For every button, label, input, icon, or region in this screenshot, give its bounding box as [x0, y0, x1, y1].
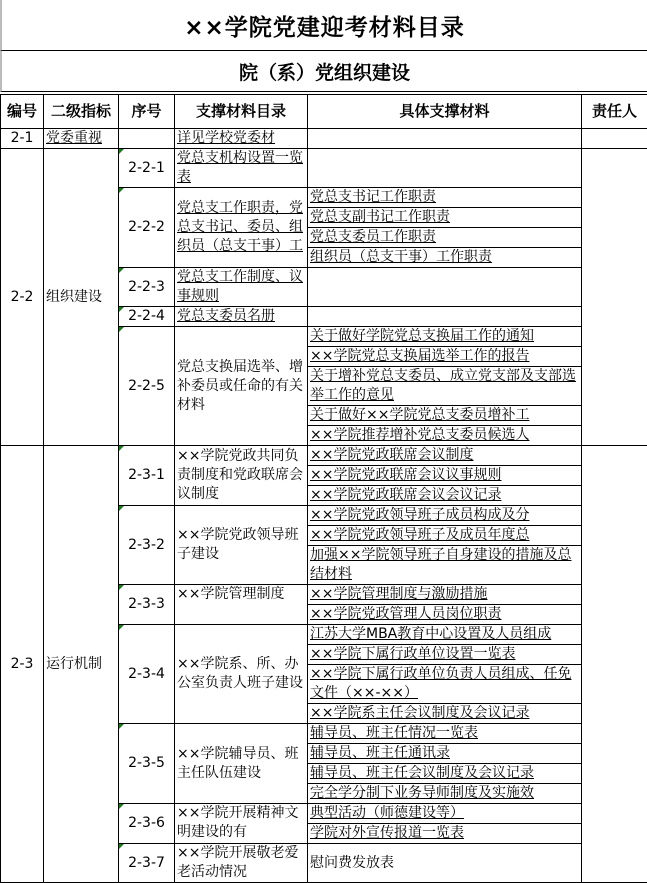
seq-cell-text: 2-2-3	[121, 278, 172, 297]
detail-cell[interactable]	[308, 764, 582, 784]
comment-marker-icon	[119, 268, 124, 273]
header-code[interactable]: 编号	[1, 95, 44, 129]
catalog-cell-text: 详见学校党委材	[177, 129, 305, 148]
seq-cell-text: 2-2-5	[121, 377, 172, 396]
table-row	[1, 446, 647, 466]
detail-cell[interactable]	[308, 605, 582, 625]
catalog-cell-text: ××学院党政共同负责制度和党政联席会议制度	[177, 447, 305, 504]
catalog-cell-text: 党总支换届选举、增补委员或任命的有关材料	[177, 358, 305, 415]
seq-cell[interactable]	[119, 268, 175, 307]
detail-cell-text: ××学院党政管理人员岗位职责	[310, 605, 579, 624]
detail-cell-text: ××学院党政领导班子成员构成及分	[310, 506, 579, 525]
detail-cell[interactable]	[308, 367, 582, 406]
detail-cell[interactable]	[308, 307, 582, 327]
detail-cell[interactable]	[308, 248, 582, 268]
comment-marker-icon	[119, 724, 124, 729]
detail-cell[interactable]	[308, 784, 582, 804]
detail-cell-text: 江苏大学MBA教育中心设置及人员组成	[310, 625, 579, 644]
detail-cell[interactable]	[308, 645, 582, 665]
code-cell[interactable]	[1, 129, 44, 149]
detail-cell-text: 关于做好学院党总支换届工作的通知	[310, 327, 579, 346]
detail-cell[interactable]	[308, 327, 582, 347]
indicator-cell-text: 运行机制	[46, 655, 116, 674]
detail-cell-text: 关于增补党总支委员、成立党支部及支部选举工作的意见	[310, 367, 579, 405]
detail-cell-text: 慰问费发放表	[310, 854, 579, 873]
seq-cell-text: 2-3-4	[121, 665, 172, 684]
detail-cell[interactable]	[308, 704, 582, 724]
comment-marker-icon	[119, 804, 124, 809]
seq-cell[interactable]	[119, 129, 175, 149]
detail-cell[interactable]	[308, 844, 582, 883]
detail-cell[interactable]	[308, 526, 582, 546]
catalog-cell[interactable]	[175, 844, 308, 883]
catalog-cell[interactable]	[175, 446, 308, 506]
owner-cell[interactable]	[582, 129, 647, 149]
comment-marker-icon	[119, 585, 124, 590]
seq-cell[interactable]	[119, 585, 175, 625]
detail-cell-text: 完全学分制下业务导师制度及实施效	[310, 784, 579, 803]
detail-cell-text: 党总支委员工作职责	[310, 228, 579, 247]
table-row	[1, 129, 647, 149]
owner-cell[interactable]	[582, 149, 647, 446]
catalog-cell[interactable]	[175, 188, 308, 268]
detail-cell-text: 组织员（总支干事）工作职责	[310, 248, 579, 267]
header-indicator[interactable]: 二级指标	[44, 95, 119, 129]
comment-marker-icon	[119, 307, 124, 312]
detail-cell-text: ××学院党总支换届选举工作的报告	[310, 347, 579, 366]
comment-marker-icon	[119, 446, 124, 451]
seq-cell[interactable]	[119, 506, 175, 585]
code-cell[interactable]	[1, 149, 44, 446]
seq-cell-text: 2-3-7	[121, 854, 172, 873]
catalog-cell-text: ××学院开展精神文明建设的有	[177, 804, 305, 842]
detail-cell[interactable]	[308, 268, 582, 307]
detail-cell-text: 典型活动（师德建设等）	[310, 804, 579, 823]
seq-cell-text: 2-2-2	[121, 218, 172, 237]
header-details[interactable]: 具体支撑材料	[308, 95, 582, 129]
comment-marker-icon	[119, 844, 124, 849]
catalog-cell[interactable]	[175, 327, 308, 446]
header-catalog[interactable]: 支撑材料目录	[175, 95, 308, 129]
catalog-cell[interactable]	[175, 149, 308, 188]
detail-cell-text: 辅导员、班主任会议制度及会议记录	[310, 764, 579, 783]
catalog-cell-text: ××学院党政领导班子建设	[177, 526, 305, 564]
detail-cell-text: 学院对外宣传报道一览表	[310, 824, 579, 843]
detail-cell[interactable]	[308, 129, 582, 149]
detail-cell-text: 辅导员、班主任情况一览表	[310, 724, 579, 743]
materials-table	[0, 94, 647, 883]
detail-cell-text: ××学院党政领导班子及成员年度总	[310, 526, 579, 545]
detail-cell-text: ××学院党政联席会议议事规则	[310, 466, 579, 485]
seq-cell-text: 2-3-3	[121, 595, 172, 614]
seq-cell[interactable]	[119, 625, 175, 724]
header-seq[interactable]: 序号	[119, 95, 175, 129]
catalog-cell-text: ××学院辅导员、班主任队伍建设	[177, 745, 305, 783]
detail-cell[interactable]	[308, 546, 582, 585]
code-cell-text: 2-2	[3, 288, 41, 307]
comment-marker-icon	[119, 149, 124, 154]
code-cell-text: 2-1	[3, 129, 41, 148]
code-cell-text: 2-3	[3, 655, 41, 674]
catalog-cell-text: ××学院管理制度	[177, 585, 305, 604]
detail-cell-text: ××学院管理制度与激励措施	[310, 585, 579, 604]
seq-cell[interactable]	[119, 844, 175, 883]
detail-cell[interactable]	[308, 724, 582, 744]
indicator-cell[interactable]	[44, 129, 119, 149]
catalog-cell[interactable]	[175, 625, 308, 724]
detail-cell[interactable]	[308, 347, 582, 367]
detail-cell[interactable]	[308, 466, 582, 486]
detail-cell[interactable]	[308, 426, 582, 446]
detail-cell-text: 关于做好××学院党总支委员增补工	[310, 406, 579, 425]
seq-cell-text: 2-2-1	[121, 159, 172, 178]
indicator-cell-text: 党委重视	[46, 129, 116, 148]
sheet-title[interactable]: ××学院党建迎考材料目录	[0, 0, 647, 51]
detail-cell[interactable]	[308, 744, 582, 764]
seq-cell-text: 2-3-6	[121, 814, 172, 833]
detail-cell[interactable]	[308, 665, 582, 704]
catalog-cell[interactable]	[175, 268, 308, 307]
indicator-cell[interactable]	[44, 149, 119, 446]
comment-marker-icon	[119, 625, 124, 630]
detail-cell-text: ××学院下属行政单位设置一览表	[310, 645, 579, 664]
detail-cell[interactable]	[308, 824, 582, 844]
detail-cell[interactable]	[308, 228, 582, 248]
catalog-cell-text: 党总支委员名册	[177, 307, 305, 326]
indicator-cell[interactable]	[44, 446, 119, 883]
header-row	[1, 95, 647, 129]
comment-marker-icon	[119, 327, 124, 332]
seq-cell[interactable]	[119, 327, 175, 446]
catalog-cell-text: 党总支工作制度、议事规则	[177, 268, 305, 306]
detail-cell[interactable]	[308, 446, 582, 466]
comment-marker-icon	[119, 188, 124, 193]
table-row	[1, 149, 647, 188]
detail-cell-text: 党总支书记工作职责	[310, 188, 579, 207]
code-cell[interactable]	[1, 446, 44, 883]
seq-cell[interactable]	[119, 307, 175, 327]
detail-cell-text: ××学院系主任会议制度及会议记录	[310, 704, 579, 723]
seq-cell[interactable]	[119, 804, 175, 844]
catalog-cell[interactable]	[175, 724, 308, 804]
seq-cell[interactable]	[119, 724, 175, 804]
comment-marker-icon	[119, 506, 124, 511]
detail-cell-text: ××学院推荐增补党总支委员候选人	[310, 426, 579, 445]
detail-cell[interactable]	[308, 188, 582, 208]
seq-cell-text: 2-3-2	[121, 536, 172, 555]
catalog-cell[interactable]	[175, 129, 308, 149]
detail-cell-text: 加强××学院领导班子自身建设的措施及总结材料	[310, 546, 579, 584]
seq-cell-text: 2-2-4	[121, 307, 172, 326]
detail-cell-text: 辅导员、班主任通讯录	[310, 744, 579, 763]
catalog-cell[interactable]	[175, 804, 308, 844]
detail-cell[interactable]	[308, 506, 582, 526]
detail-cell[interactable]	[308, 804, 582, 824]
seq-cell[interactable]	[119, 149, 175, 188]
detail-cell[interactable]	[308, 486, 582, 506]
catalog-cell[interactable]	[175, 506, 308, 585]
header-owner[interactable]: 责任人	[582, 95, 647, 129]
catalog-cell-text: ××学院开展敬老爱老活动情况	[177, 844, 305, 882]
seq-cell-text: 2-3-1	[121, 466, 172, 485]
owner-cell[interactable]	[582, 446, 647, 883]
seq-cell[interactable]	[119, 446, 175, 506]
catalog-cell[interactable]	[175, 585, 308, 625]
seq-cell[interactable]	[119, 188, 175, 268]
detail-cell-text: ××学院下属行政单位负责人员组成、任免文件（××-××）	[310, 665, 579, 703]
detail-cell[interactable]	[308, 585, 582, 605]
catalog-cell-text: 党总支工作职责，党总支书记、委员、组织员（总支干事）工	[177, 199, 305, 256]
catalog-cell-text: ××学院系、所、办公室负责人班子建设	[177, 655, 305, 693]
detail-cell-text: ××学院党政联席会议会议记录	[310, 486, 579, 505]
indicator-cell-text: 组织建设	[46, 288, 116, 307]
detail-cell[interactable]	[308, 406, 582, 426]
catalog-cell[interactable]	[175, 307, 308, 327]
detail-cell-text: ××学院党政联席会议制度	[310, 446, 579, 465]
sheet-subtitle[interactable]: 院（系）党组织建设	[0, 51, 647, 92]
detail-cell[interactable]	[308, 625, 582, 645]
catalog-cell-text: 党总支机构设置一览表	[177, 149, 305, 187]
detail-cell[interactable]	[308, 208, 582, 228]
detail-cell[interactable]	[308, 149, 582, 188]
seq-cell-text: 2-3-5	[121, 754, 172, 773]
detail-cell-text: 党总支副书记工作职责	[310, 208, 579, 227]
